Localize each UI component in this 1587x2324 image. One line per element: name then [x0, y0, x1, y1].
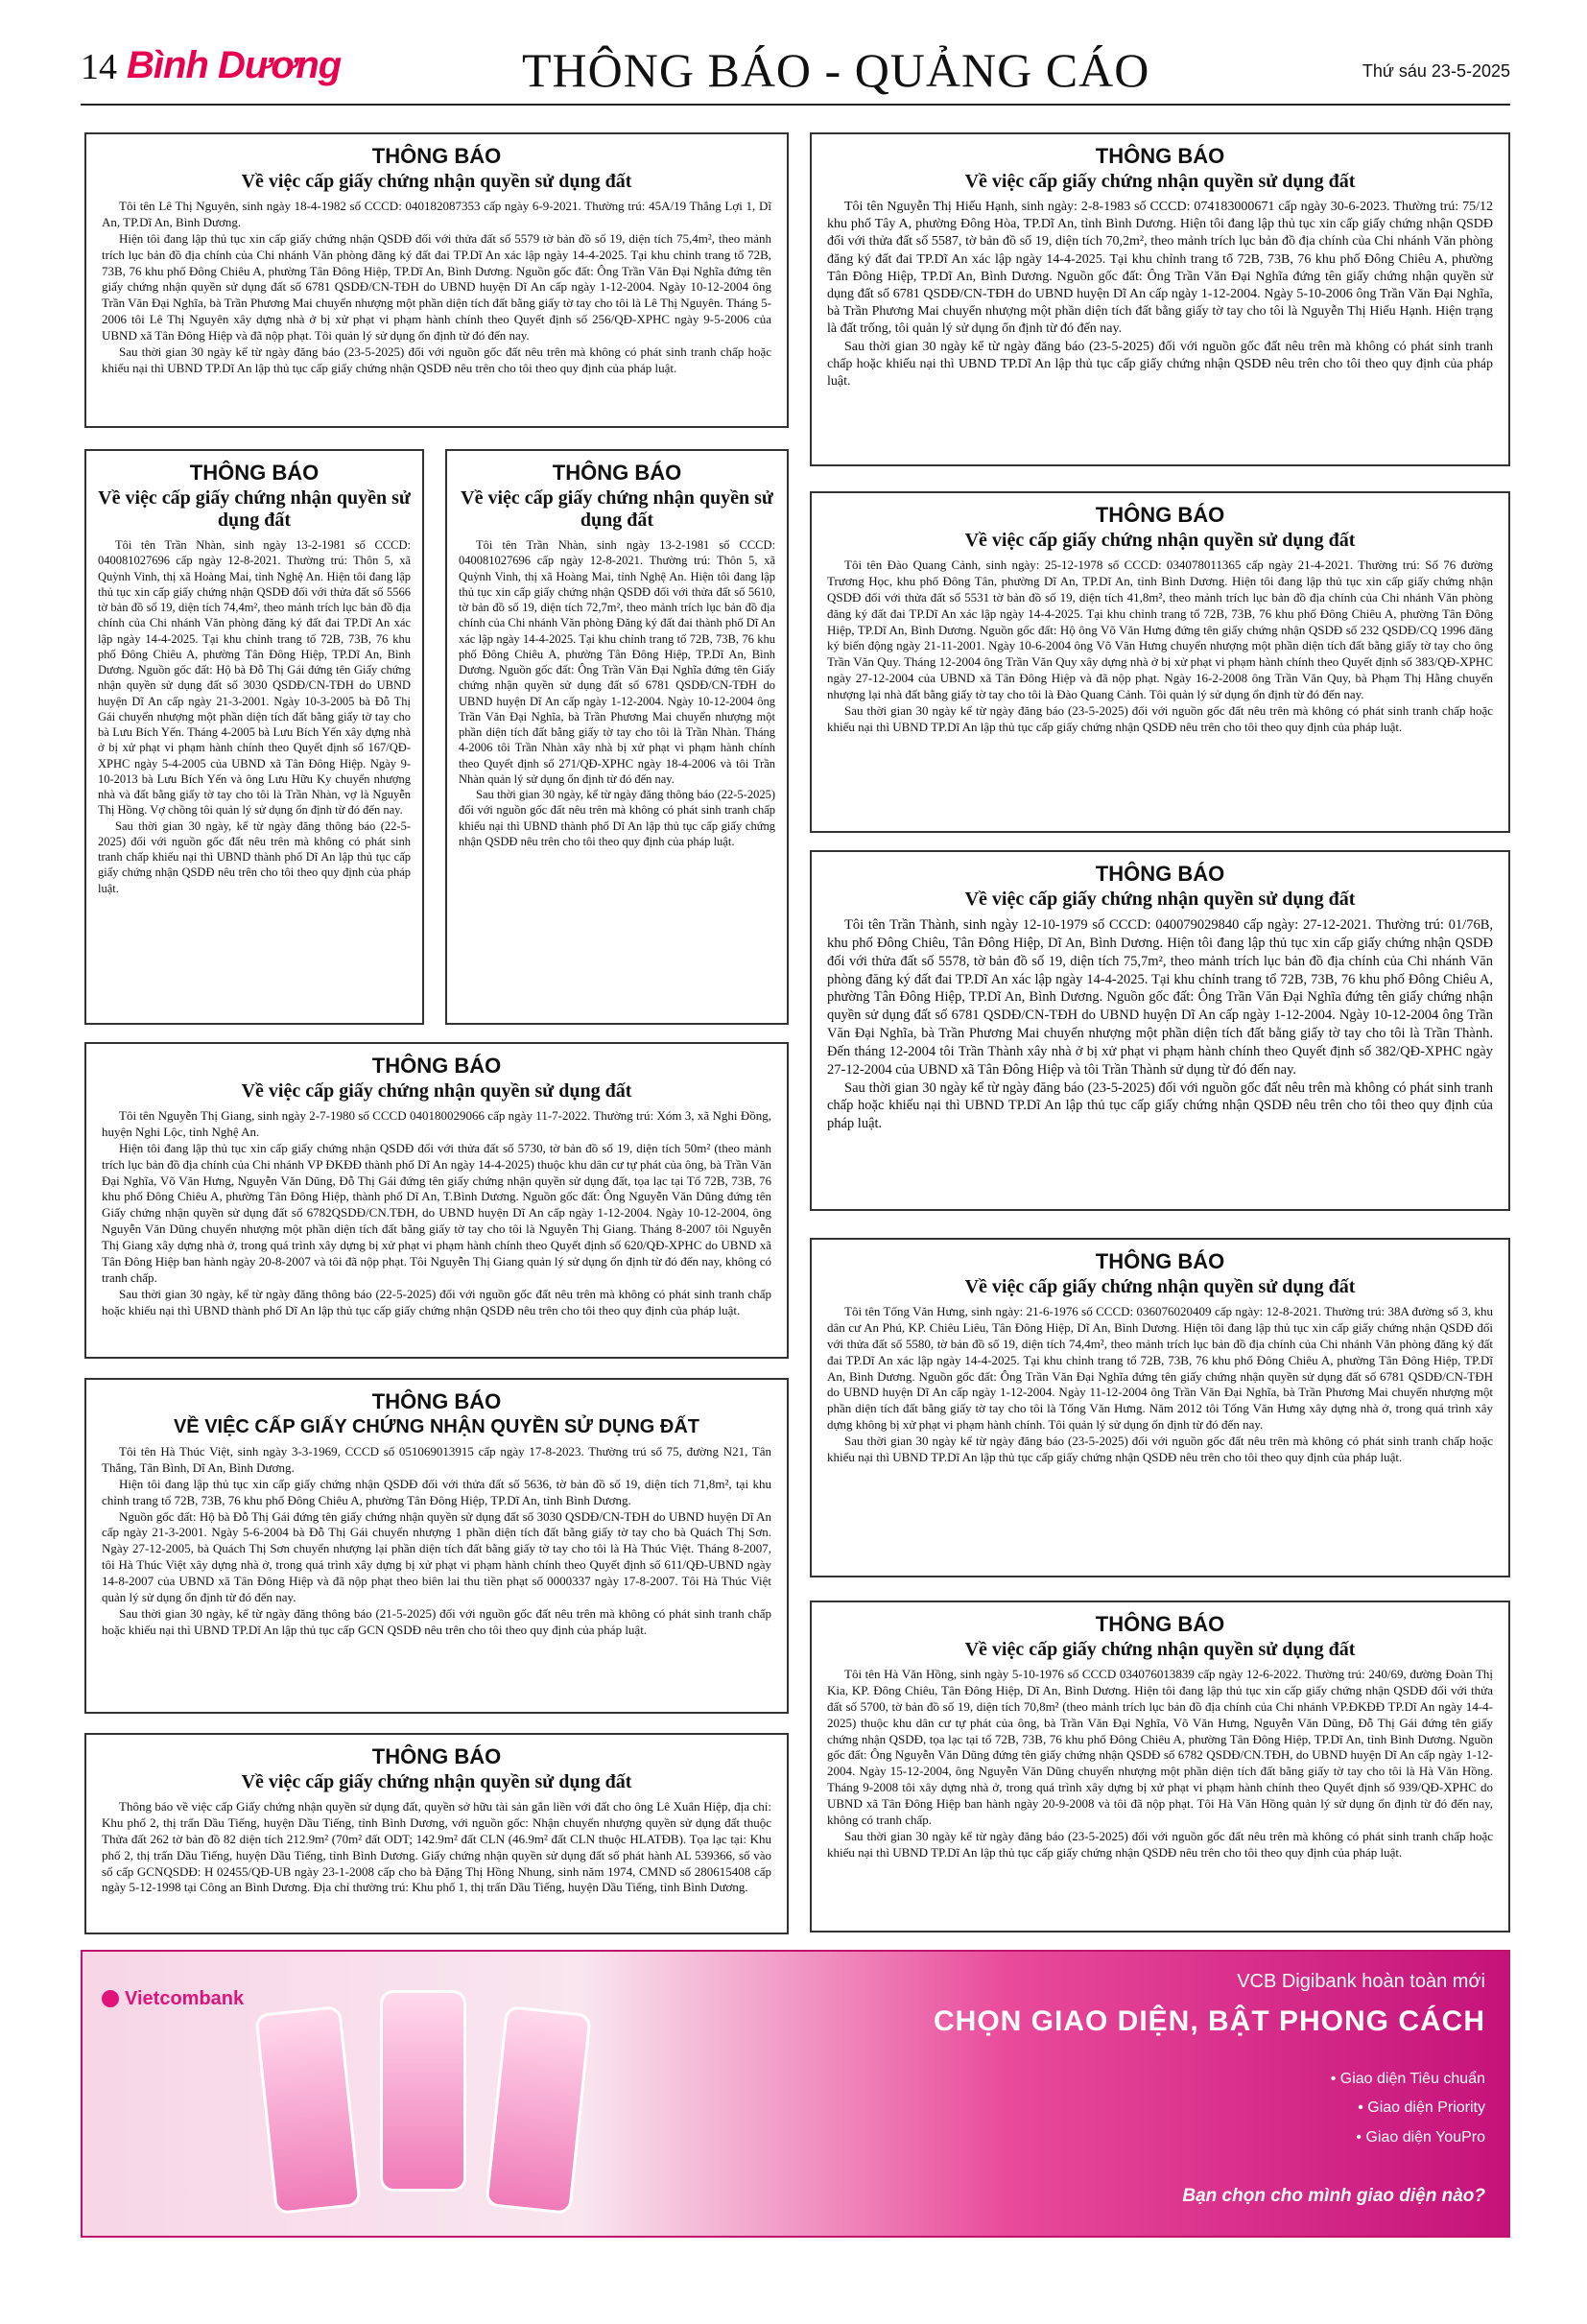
notice-title: THÔNG BÁO	[371, 1054, 502, 1078]
notice-paragraph: Nguồn gốc đất: Hộ bà Đỗ Thị Gái đứng tên giấy chứng nhận quyền sử dụng đất số 3030 QSDĐ/CN-TĐH do UBND huyện Dĩ An cấp ngày 21-3-2001. Ngày 5-6-2004 bà Đỗ Thị Gái chuyển nhượng 1 phần diện tích đất bằng giấy tờ tay cho bà Quách Thị Sơn. Ngày 27-12-2005, bà Quách Thị Sơn chuyển nhượng lại phần diện tích đất bằng giấy tờ tay cho tôi là Hà Thúc Việt. Tháng 8-2007, tôi Hà Thúc Việt xây dựng nhà ở, trong quá trình xây dựng bị xử phạt vi phạm hành chính theo Quyết định số 611/QĐ-UBND ngày 14-8-2007 của UBND xã Tân Đông Hiệp và đã nộp phạt theo biên lai thu tiền phạt số 0000337 ngày 17-8-2007. Tôi Hà Thúc Việt quản lý sử dụng ổn định từ đó đến nay.	[102, 1508, 771, 1605]
notice-paragraph: Sau thời gian 30 ngày, kể từ ngày đăng thông báo (22-5-2025) đối với nguồn gốc đất nêu trên mà không có phát sinh tranh chấp hoặc khiếu nại thì UBND thành phố Dĩ An lập thủ tục cấp giấy chứng nhận QSDĐ nêu trên cho tôi theo quy định của pháp luật.	[102, 1286, 771, 1317]
notice-subtitle: Về việc cấp giấy chứng nhận quyền sử dụng đất	[964, 1276, 1356, 1297]
notice-paragraph: Tôi tên Nguyễn Thị Giang, sinh ngày 2-7-1980 số CCCD 040180029066 cấp ngày 11-7-2022. Thường trú: Xóm 3, xã Nghi Đồng, huyện Nghi Lộc, tỉnh Nghệ An.	[102, 1108, 771, 1139]
notice-body	[102, 1108, 771, 1319]
notice-paragraph: Tôi tên Trần Nhàn, sinh ngày 13-2-1981 số CCCD: 040081027696 cấp ngày 12-8-2021. Thường trú: Thôn 5, xã Quỳnh Vinh, thị xã Hoàng Mai, tỉnh Nghệ An. Hiện tôi đang lập thủ tục xin cấp giấy chứng nhận QSDĐ đối với thửa đất số 5610, tờ bản đồ số 19, diện tích 72,7m², theo mảnh trích lục bản đồ địa chính của Chi nhánh Văn phòng Đăng ký đất đai thành phố Dĩ An xác lập ngày 14-4-2025. Tại khu chỉnh trang tổ 72B, 73B, 76 khu phố Đông Chiêu A, phường Tân Đông Hiệp, TP.Dĩ An, Bình Dương. Nguồn gốc đất: Ông Trần Văn Đại Nghĩa đứng tên Giấy chứng nhận quyền sử dụng đất số 6781 QSDĐ/CN-TĐH do UBND huyện Dĩ An cấp ngày 1-12-2004. Ngày 10-12-2004 ông Trần Văn Đại Nghĩa, bà Trần Phương Mai chuyển nhượng một phần diện tích đất bằng giấy tờ tay cho tôi là Trần Nhàn. Tháng 4-2006 tôi Trần Nhàn xây nhà bị xử phạt vi phạm hành chính theo Quyết định số 271/QĐ-XPHC ngày 18-4-2006 và tôi Trần Nhàn quản lý sử dụng ổn định từ đó đến nay.	[459, 538, 775, 786]
notice-paragraph: Sau thời gian 30 ngày, kể từ ngày đăng thông báo (22-5-2025) đối với nguồn gốc đất nêu trên mà không có phát sinh tranh chấp khiếu nại thì UBND thành phố Dĩ An lập thủ tục cấp giấy chứng nhận QSDĐ nêu trên cho tôi theo quy định của pháp luật.	[98, 818, 411, 895]
notice-body	[102, 1799, 771, 1896]
notice-body	[98, 537, 411, 896]
notice-body	[827, 916, 1493, 1133]
notice-subtitle: Về việc cấp giấy chứng nhận quyền sử dụng đất	[241, 1771, 632, 1792]
notice-tran-nhan-1	[84, 449, 424, 1025]
notice-dao-quang-canh	[810, 491, 1510, 833]
notice-title: THÔNG BÁO	[371, 1744, 502, 1768]
vcb-advertisement[interactable]	[81, 1950, 1510, 2238]
notice-tran-nhan-2	[445, 449, 789, 1025]
notice-body	[459, 537, 775, 849]
notice-paragraph: Hiện tôi đang lập thủ tục xin cấp giấy chứng nhận QSDĐ đối với thửa đất số 5636, tờ bản đồ số 19, diện tích 71,8m², tại khu chỉnh trang tổ 72B, 73B, 76 khu phố Đông Chiêu A, phường Tân Đông Hiệp, TP.Dĩ An, tỉnh Bình Dương.	[102, 1476, 771, 1507]
notice-body	[827, 199, 1493, 391]
notice-title: THÔNG BÁO	[371, 1389, 502, 1413]
notice-subtitle: Về việc cấp giấy chứng nhận quyền sử dụng đất	[98, 487, 411, 531]
notice-title: THÔNG BÁO	[552, 461, 682, 485]
phone-mockup-standard	[254, 2005, 361, 2215]
ad-headline: CHỌN GIAO DIỆN, BẬT PHONG CÁCH	[933, 2005, 1485, 2037]
ad-option: • Giao diện YouPro	[1356, 2128, 1485, 2146]
notice-title: THÔNG BÁO	[371, 144, 502, 168]
notice-paragraph: Hiện tôi đang lập thủ tục xin cấp giấy chứng nhận QSDĐ đối với thửa đất số 5579 tờ bản đồ số 19, diện tích 75,4m², theo mảnh trích lục bản đồ địa chính của Chi nhánh Văn phòng đăng ký đất đai TP.Dĩ An xác lập ngày 14-4-2025. Tại khu chỉnh trang tổ 72B, 73B, 76 khu phố Đông Chiêu A, phường Tân Đông Hiệp, TP.Dĩ An, Bình Dương. Nguồn gốc đất: Ông Trần Văn Đại Nghĩa đứng tên giấy chứng nhận quyền sử dụng đất số 6781 QSDĐ/CN-TĐH do UBND huyện Dĩ An cấp ngày 1-12-2004. Ngày 10-12-2004 ông Trần Văn Đại Nghĩa, bà Trần Phương Mai chuyển nhượng một phần diện tích đất bằng giấy tờ tay cho tôi là Lê Thị Nguyên. Tháng 5-2006 tôi Lê Thị Nguyên xây dựng nhà ở bị xử phạt vi phạm hành chính theo Quyết định số 256/QĐ-XPHC ngày 9-5-2006 của UBND xã Tân Đông Hiệp và đã nộp phạt. Tôi quản lý sử dụng ổn định từ đó đến nay.	[102, 230, 771, 344]
ad-option: • Giao diện Priority	[1358, 2099, 1485, 2117]
notice-tran-thanh	[810, 850, 1510, 1211]
vietcombank-logo-icon	[102, 1990, 119, 2007]
brand-name: Vietcombank	[125, 1988, 245, 2009]
notice-paragraph: Sau thời gian 30 ngày kể từ ngày đăng báo (23-5-2025) đối với nguồn gốc đất nêu trên mà không có phát sinh tranh chấp hoặc khiếu nại thì UBND TP.Dĩ An lập thủ tục cấp giấy chứng nhận QSDĐ nêu trên cho tôi theo quy định của pháp luật.	[827, 1434, 1493, 1465]
notice-paragraph: Hiện tôi đang lập thủ tục xin cấp giấy chứng nhận QSDĐ đối với thửa đất số 5730, tờ bản đồ số 19, diện tích 50m² (theo mảnh trích lục bản đồ địa chính của Chi nhánh VP ĐKĐĐ thành phố Dĩ An ngày 14-4-2025) thuộc khu dân cư tự phát của ông, bà Trần Văn Đại Nghĩa, Võ Văn Hưng, Nguyễn Văn Dũng, Đỗ Thị Gái đứng tên giấy chứng nhận quyền sử dụng đất, tọa lạc tại Tổ 72B, 73B, 76 khu phố Đông Chiêu A, phường Tân Đông Hiệp, thành phố Dĩ An, T.Bình Dương. Nguồn gốc đất: Ông Nguyễn Văn Dũng đứng tên Giấy chứng nhận quyền sử dụng đất số 6782QSDĐ/CN.TĐH, do UBND huyện Dĩ An cấp ngày 1-12-2004. Ngày 10-12-2004, ông Nguyễn Văn Dũng chuyển nhượng một phần diện tích đất bằng giấy tờ tay cho tôi là Nguyễn Thị Giang. Tháng 8-2007 tôi Nguyễn Thị Giang xây dựng nhà ở, trong quá trình xây dựng bị xử phạt vi phạm hành chính theo Quyết định số 620/QĐ-XPHC do UBND xã Tân Đông Hiệp ban hành ngày 20-8-2007 và tôi đã nộp phạt. Tôi Nguyễn Thị Giang quản lý sử dụng ổn định từ đó đến nay, không có tranh chấp.	[102, 1140, 771, 1285]
section-title: THÔNG BÁO - QUẢNG CÁO	[522, 43, 1150, 97]
notice-subtitle: Về việc cấp giấy chứng nhận quyền sử dụng đất	[241, 1080, 632, 1102]
notice-paragraph: Sau thời gian 30 ngày kể từ ngày đăng báo (23-5-2025) đối với nguồn gốc đất nêu trên mà không có phát sinh tranh chấp hoặc khiếu nại thì UBND TP.Dĩ An lập thủ tục cấp giấy chứng nhận QSDĐ nêu trên cho tôi theo quy định của pháp luật.	[827, 1828, 1493, 1860]
notice-title: THÔNG BÁO	[1095, 1249, 1225, 1273]
notice-paragraph: Tôi tên Tống Văn Hưng, sinh ngày: 21-6-1976 số CCCD: 036076020409 cấp ngày: 12-8-2021. Thường trú: 38A đường số 3, khu dân cư An Phú, KP. Chiêu Liêu, Tân Đông Hiệp, Dĩ An, Bình Dương. Hiện tôi đang lập thủ tục xin cấp giấy chứng nhận QSDĐ đối với thửa đất số 5580, tờ bản đồ số 19, diện tích 74,4m², theo mảnh trích lục bản đồ địa chính của Chi nhánh Văn phòng đăng ký đất đai TP.Dĩ An xác lập ngày 14-4-2025. Tại khu chỉnh trang tổ 72B, 73B, 76 khu phố Đông Chiêu A, phường Tân Đông Hiệp, TP.Dĩ An, Bình Dương. Nguồn gốc đất: Ông Trần Văn Đại Nghĩa đứng tên giấy chứng nhận quyền sử dụng đất số 6781 QSDĐ/CN-TĐH do UBND huyện Dĩ An cấp ngày 1-12-2004. Ngày 11-12-2004 ông Trần Văn Đại Nghĩa, bà Trần Phương Mai chuyển nhượng một phần diện tích đất bằng giấy tờ tay cho tôi là Tống Văn Hưng. Năm 2012 tôi Tống Văn Hưng xây dựng nhà ở, trong quá trình xây dựng không bị xử phạt vi phạm hành chính. Tôi quản lý sử dụng ổn định từ đó đến nay.	[827, 1304, 1493, 1433]
notice-title: THÔNG BÁO	[1095, 144, 1225, 168]
notice-subtitle: Về việc cấp giấy chứng nhận quyền sử dụng đất	[241, 171, 632, 192]
notice-tong-van-hung	[810, 1238, 1510, 1577]
ad-options-list	[1331, 2065, 1485, 2152]
notice-title: THÔNG BÁO	[1095, 503, 1225, 527]
notice-body	[827, 557, 1493, 736]
notice-paragraph: Tôi tên Hà Văn Hồng, sinh ngày 5-10-1976 số CCCD 034076013839 cấp ngày 12-6-2022. Thường trú: 240/69, đường Đoàn Thị Kia, KP. Đông Chiêu, Tân Đông Hiệp, Dĩ An, Bình Dương. Hiện tôi đang lập thủ tục xin cấp giấy chứng nhận QSDĐ đối với thửa đất số 5700, tờ bản đồ số 19, diện tích 70,8m² (theo mảnh trích lục bản đồ địa chính của Chi nhánh VP.ĐKĐĐ TP.Dĩ An ngày 14-4-2025) thuộc khu dân cư tự phát của ông, bà Trần Văn Đại Nghĩa, Võ Văn Hưng, Nguyễn Văn Dũng, Đỗ Thị Gái đứng tên giấy chứng nhận QSDĐ, tọa lạc tại tổ 72B, 73B, 76 khu phố Đông Chiêu A, phường Tân Đông Hiệp, TP.Dĩ An, tỉnh Bình Dương. Nguồn gốc đất: Ông Nguyễn Văn Dũng đứng tên giấy chứng nhận QSDĐ số 6782 QSDĐ/CN.TĐH, do UBND huyện Dĩ An cấp ngày 1-12-2004. Ngày 15-12-2004, ông Nguyễn Văn Dũng chuyển nhượng một phần diện tích đất bằng giấy tờ tay cho tôi là Hà Văn Hồng. Tháng 9-2008 tôi xây dựng nhà ở, trong quá trình xây dựng bị xử phạt vi phạm hành chính theo Quyết định số 939/QĐ-XPHC do UBND xã Tân Đông Hiệp ban hành ngày 20-9-2008 và tôi đã nộp phạt. Tôi Hà Văn Hồng quản lý sử dụng ổn định từ đó đến nay, không có tranh chấp.	[827, 1667, 1493, 1828]
ad-call-to-action[interactable]: Bạn chọn cho mình giao diện nào?	[1182, 2186, 1485, 2206]
notice-le-thi-nguyen	[84, 132, 789, 428]
notice-body	[827, 1667, 1493, 1862]
notice-body	[102, 199, 771, 377]
notice-subtitle: VỀ VIỆC CẤP GIẤY CHỨNG NHẬN QUYỀN SỬ DỤNG ĐẤT	[173, 1416, 700, 1437]
page-number: 14	[81, 47, 117, 87]
notice-paragraph: Tôi tên Nguyễn Thị Hiếu Hạnh, sinh ngày: 2-8-1983 số CCCD: 074183000671 cấp ngày 30-6-2023. Thường trú: 75/12 khu phố Tây A, phường Đông Hòa, TP.Dĩ An, tỉnh Bình Dương. Hiện tôi đang lập thủ tục xin cấp giấy chứng nhận QSDĐ đối với thửa đất số 5587, tờ bản đồ số 19, diện tích 70,2m², theo mảnh trích lục bản đồ địa chính của Chi nhánh Văn phòng đăng ký đất đai TP.Dĩ An xác lập ngày 14-4-2025. Tại khu chỉnh trang tổ 72B, 73B, 76 khu phố Đông Chiêu A, phường Tân Đông Hiệp, TP.Dĩ An, Bình Dương. Nguồn gốc đất: Ông Trần Văn Đại Nghĩa đứng tên giấy chứng nhận quyền sử dụng đất số 6781 QSDĐ/CN-TĐH do UBND huyện Dĩ An cấp ngày 1-12-2004. Ngày 5-10-2006 ông Trần Văn Đại Nghĩa, bà Trần Phương Mai chuyển nhượng một phần diện tích đất bằng giấy tờ tay cho tôi là Nguyễn Thị Hiếu Hạnh. Hiện trạng là đất trống, tôi quản lý sử dụng ổn định từ đó đến nay.	[827, 200, 1493, 337]
ad-option: • Giao diện Tiêu chuẩn	[1330, 2071, 1485, 2087]
header-rule	[81, 104, 1510, 106]
notice-paragraph: Tôi tên Trần Thành, sinh ngày 12-10-1979 số CCCD: 040079029840 cấp ngày: 27-12-2021. Thường trú: 01/76B, khu phố Đông Chiêu, Tân Đông Hiệp, Dĩ An, Bình Dương. Hiện tôi đang lập thủ tục xin cấp giấy chứng nhận QSDĐ đối với thửa đất số 5578, tờ bản đồ số 19, diện tích 75,7m², theo mảnh trích lục bản đồ địa chính của Chi nhánh Văn phòng đăng ký đất đai TP.Dĩ An xác lập ngày 14-4-2025. Tại khu chỉnh trang tổ 72B, 73B, 76 khu phố Đông Chiêu A, phường Tân Đông Hiệp, TP.Dĩ An, Bình Dương. Nguồn gốc đất: Ông Trần Văn Đại Nghĩa đứng tên giấy chứng nhận quyền sử dụng đất số 6781 QSDĐ/CN-TĐH do UBND huyện Dĩ An cấp ngày 1-12-2004. Ngày 10-12-2004 ông Trần Văn Đại Nghĩa, bà Trần Phương Mai chuyển nhượng một phần diện tích đất bằng giấy tờ tay cho tôi là Trần Thành. Đến tháng 12-2004 tôi Trần Thành xây nhà ở bị xử phạt vi phạm hành chính theo Quyết định số 382/QĐ-XPHC ngày 27-12-2004 của UBND xã Tân Đông Hiệp và tôi Trần Thành sử dụng từ đó đến nay.	[827, 917, 1493, 1078]
page-header	[81, 42, 1510, 96]
issue-date: Thứ sáu 23-5-2025	[1362, 61, 1510, 81]
notice-nguyen-thi-hieu-hanh	[810, 132, 1510, 466]
notice-subtitle: Về việc cấp giấy chứng nhận quyền sử dụng đất	[461, 487, 773, 531]
notice-paragraph: Sau thời gian 30 ngày kể từ ngày đăng báo (23-5-2025) đối với nguồn gốc đất nêu trên mà không có phát sinh tranh chấp hoặc khiếu nại thì UBND TP.Dĩ An lập thủ tục cấp giấy chứng nhận QSDĐ nêu trên cho tôi theo quy định của pháp luật.	[102, 344, 771, 375]
notice-paragraph: Sau thời gian 30 ngày kể từ ngày đăng báo (23-5-2025) đối với nguồn gốc đất nêu trên mà không có phát sinh tranh chấp hoặc khiếu nại thì UBND TP.Dĩ An lập thủ tục cấp giấy chứng nhận QSDĐ nêu trên cho tôi theo quy định của pháp luật.	[827, 703, 1493, 734]
notice-ha-thuc-viet	[84, 1378, 789, 1714]
notice-title: THÔNG BÁO	[1095, 1612, 1225, 1636]
notice-ha-van-hong	[810, 1601, 1510, 1933]
notice-paragraph: Sau thời gian 30 ngày, kể từ ngày đăng thông báo (21-5-2025) đối với nguồn gốc đất nêu trên mà không có phát sinh tranh chấp hoặc khiếu nại thì UBND TP.Dĩ An lập thủ tục cấp GCN QSDĐ nêu trên cho tôi theo quy định của pháp luật.	[102, 1605, 771, 1637]
vietcombank-logo	[102, 1988, 244, 2010]
notice-paragraph: Tôi tên Đào Quang Cảnh, sinh ngày: 25-12-1978 số CCCD: 034078011365 cấp ngày 21-4-2021. Thường trú: Số 76 đường Trương Học, khu phố Đông Tân, phường Dĩ An, TP.Dĩ An, tỉnh Bình Dương. Hiện tôi đang lập thủ tục xin cấp giấy chứng nhận QSDĐ đối với thửa đất số 5531 tờ bản đồ số 19, diện tích 41,8m², theo mảnh trích lục bản đồ địa chính của Chi nhánh Văn phòng đăng ký đất đai TP.Dĩ An xác lập ngày 14-4-2025. Tại khu chỉnh trang tổ 72B, 73B, 76 khu phố Đông Chiêu A, phường Tân Đông Hiệp, TP.Dĩ An, Bình Dương. Nguồn gốc đất: Hộ ông Võ Văn Hưng đứng tên giấy chứng nhận QSDĐ số 232 QSDĐ/CQ 1996 đăng ký biến động ngày 21-11-2001. Ngày 10-6-2004 ông Võ Văn Hưng chuyển nhượng một phần diện tích đất bằng giấy tờ tay cho ông Trần Văn Quy. Tháng 12-2004 ông Trần Văn Quy xây dựng nhà ở bị xử phạt vi phạm hành chính theo Quyết định số 383/QĐ-XPHC ngày 27-12-2004 của UBND xã Tân Đông Hiệp và đã nộp phạt. Ngày 16-2-2008 ông Trần Văn Quy, bà Phạm Thị Hằng chuyển nhượng lại nhà đất bằng giấy tờ tay cho tôi là Đào Quang Cảnh. Tôi quản lý sử dụng ổn định từ đó đến nay.	[827, 557, 1493, 702]
notice-paragraph: Tôi tên Lê Thị Nguyên, sinh ngày 18-4-1982 số CCCD: 040182087353 cấp ngày 6-9-2021. Thường trú: 45A/19 Thắng Lợi 1, Dĩ An, TP.Dĩ An, Bình Dương.	[102, 199, 771, 229]
notice-subtitle: Về việc cấp giấy chứng nhận quyền sử dụng đất	[964, 171, 1356, 192]
ad-tagline: VCB Digibank hoàn toàn mới	[1237, 1971, 1485, 1992]
notice-le-xuan-hiep	[84, 1733, 789, 1934]
masthead-logo: Bình Dương	[127, 44, 342, 86]
notice-subtitle: Về việc cấp giấy chứng nhận quyền sử dụng đất	[964, 530, 1356, 551]
phone-mockup-priority	[485, 2005, 591, 2215]
notice-paragraph: Tôi tên Hà Thúc Việt, sinh ngày 3-3-1969, CCCD số 051069013915 cấp ngày 17-8-2023. Thường trú số 75, đường N21, Tân Thắng, Tân Bình, Dĩ An, Bình Dương.	[102, 1444, 771, 1475]
notice-paragraph: Sau thời gian 30 ngày kể từ ngày đăng báo (23-5-2025) đối với nguồn gốc đất nêu trên mà không có phát sinh tranh chấp hoặc khiếu nại thì UBND TP.Dĩ An lập thủ tục cấp giấy chứng nhận QSDĐ nêu trên cho tôi theo quy định của pháp luật.	[827, 339, 1493, 389]
notice-paragraph: Thông báo về việc cấp Giấy chứng nhận quyền sử dụng đất, quyền sở hữu tài sản gắn liền với đất cho ông Lê Xuân Hiệp, địa chỉ: Khu phố 2, thị trấn Dầu Tiếng, huyện Dầu Tiếng, tỉnh Bình Dương, với nguồn gốc: Nhận chuyển nhượng quyền sử dụng đất thuộc Thửa đất 262 tờ bản đồ 82 diện tích 212.9m² (70m² đất ODT; 142.9m² đất CLN (46.9m² đất CLN thuộc HLATĐB). Tọa lạc tại: Khu phố 2, thị trấn Dầu Tiếng, huyện Dầu Tiếng, tỉnh Bình Dương. Giấy chứng nhận quyền sử dụng đất số phát hành AL 539366, số vào sổ cấp GCNQSDĐ: H 02455/QĐ-UB ngày 23-1-2008 cấp cho bà Đặng Thị Hồng Nhung, sinh năm 1974, CMND số 280615408 cấp ngày 5-12-1998 tại Công an Bình Dương. Địa chỉ thường trú: Khu phố 1, thị trấn Dầu Tiếng, huyện Dầu Tiếng, tỉnh Bình Dương.	[102, 1799, 771, 1895]
notice-paragraph: Sau thời gian 30 ngày, kể từ ngày đăng thông báo (22-5-2025) đối với nguồn gốc đất nêu trên mà không có phát sinh tranh chấp khiếu nại thì UBND thành phố Dĩ An lập thủ tục cấp giấy chứng nhận QSDĐ nêu trên cho tôi theo quy định của pháp luật.	[459, 788, 775, 848]
notice-paragraph: Tôi tên Trần Nhàn, sinh ngày 13-2-1981 số CCCD: 040081027696 cấp ngày 12-8-2021. Thường trú: Thôn 5, xã Quỳnh Vinh, thị xã Hoàng Mai, tỉnh Nghệ An. Hiện tôi đang lập thủ tục xin cấp giấy chứng nhận QSDĐ đối với thửa đất số 5566 tờ bản đồ số 19, diện tích 74,4m², theo mảnh trích lục bản đồ địa chính của Chi nhánh Văn phòng đăng ký đất đai TP.Dĩ An xác lập ngày 14-4-2025. Tại khu chỉnh trang tổ 72B, 73B, 76 khu phố Đông Chiêu A, phường Tân Đông Hiệp, TP.Dĩ An, Bình Dương. Nguồn gốc đất: Hộ bà Đỗ Thị Gái đứng tên Giấy chứng nhận quyền sử dụng đất số 3030 QSDĐ/CN-TĐH do UBND huyện Dĩ An cấp ngày 21-3-2001. Ngày 10-3-2005 bà Đỗ Thị Gái chuyển nhượng một phần diện tích đất bằng giấy tờ tay cho bà Lưu Bích Yến. Tháng 4-2005 bà Lưu Bích Yến xây dựng nhà ở bị xử phạt vi phạm hành chính theo Quyết định số 167/QĐ-XPHC ngày 5-4-2005 của UBND xã Tân Đông Hiệp. Ngày 9-10-2013 bà Lưu Bích Yến và ông Lưu Hữu Ky chuyển nhượng nhà và đất bằng giấy tờ tay cho tôi là Trần Nhàn, vợ là Nguyễn Thị Hồng. Vợ chồng tôi quản lý sử dụng ổn định từ đó đến nay.	[98, 538, 411, 818]
notice-body	[827, 1304, 1493, 1466]
notice-title: THÔNG BÁO	[1095, 862, 1225, 886]
notice-title: THÔNG BÁO	[189, 461, 320, 485]
notice-nguyen-thi-giang	[84, 1042, 789, 1359]
notice-subtitle: Về việc cấp giấy chứng nhận quyền sử dụng đất	[964, 889, 1356, 910]
notice-body	[102, 1444, 771, 1639]
notice-subtitle: Về việc cấp giấy chứng nhận quyền sử dụng đất	[964, 1639, 1356, 1660]
phone-mockup-youpro	[380, 1990, 466, 2192]
notice-paragraph: Sau thời gian 30 ngày kể từ ngày đăng báo (23-5-2025) đối với nguồn gốc đất nêu trên mà không có phát sinh tranh chấp hoặc khiếu nại thì UBND TP.Dĩ An lập thủ tục cấp giấy chứng nhận QSDĐ nêu trên cho tôi theo quy định của pháp luật.	[827, 1079, 1493, 1132]
